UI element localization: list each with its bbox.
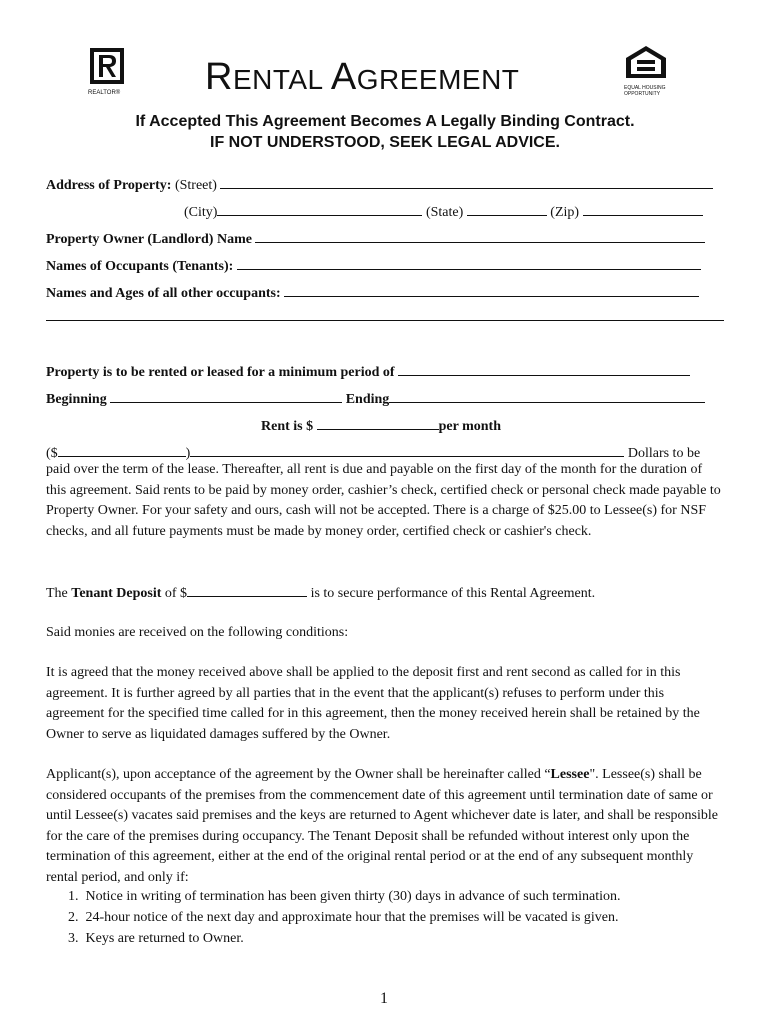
- eho-line1: EQUAL HOUSING: [624, 85, 666, 91]
- min-period-label: Property is to be rented or leased for a minimum period of: [46, 365, 395, 380]
- rent-terms-paragraph: paid over the term of the lease. Thereafter, all rent is due and payable on the first day of the month for the duration of this agreement. Said rents to be paid by money order, cashier’s check, certified check or personal check made payable to Property Owner. For your safety and ours, cash will not be accepted. There is a charge of $25.00 to Lessee(s) for NSF checks, and all future payments must be made by money order, certified check or cashier's check.: [46, 462, 721, 539]
- address-line: [46, 174, 713, 195]
- condition-3-text: Keys are returned to Owner.: [85, 931, 244, 946]
- zip-label: (Zip): [550, 205, 580, 220]
- eho-line2: OPPORTUNITY: [624, 91, 661, 97]
- condition-2: [68, 910, 619, 926]
- rent-line: [261, 415, 501, 436]
- condition-1-text: Notice in writing of termination has been given thirty (30) days in advance of such termination.: [85, 889, 621, 904]
- equal-housing-house-icon: [624, 44, 668, 80]
- title-rest-2: GREEMENT: [356, 64, 520, 95]
- city-line: [184, 201, 703, 222]
- deposit-line: [46, 582, 595, 603]
- title-cap-a: A: [330, 56, 357, 98]
- occupants-label: Names of Occupants (Tenants):: [46, 259, 234, 274]
- applicant-after: ". Lessee(s) shall be considered occupants of the premises from the commencement date of this agreement until termination date of same or until Lessee(s) vacates said premises and the keys are returned to Agent whichever date is later, and shall be responsible for the care of the premises during occupancy. The Tenant Deposit shall be refunded without interest only upon the termination of this agreement, either at the end of the original rental period or at the end of any subsequent monthly rental period, and only if:: [46, 767, 718, 885]
- rent-label: Rent is $: [261, 419, 314, 434]
- city-field[interactable]: [217, 201, 422, 216]
- beginning-field[interactable]: [110, 388, 342, 403]
- dollars-to-be: Dollars to be: [627, 446, 701, 461]
- dollar-open: ($: [46, 446, 58, 461]
- beginning-label: Beginning: [46, 392, 107, 407]
- agreed-paragraph: It is agreed that the money received above shall be applied to the deposit first and rent second as called for in this agreement. It is further agreed by all parties that in the event that the applicant(s) refuses to perform under this agreement for the specified time called for in this agreement, then the money received herein shall be retained by the Owner to serve as liquidated damages suffered by the Owner.: [46, 665, 700, 742]
- applicant-paragraph: [46, 765, 722, 888]
- owner-field[interactable]: [255, 228, 705, 243]
- deposit-suffix: is to secure performance of this Rental Agreement.: [310, 586, 596, 601]
- deposit-prefix: The: [46, 586, 68, 601]
- other-occupants-line: [46, 282, 699, 303]
- other-occupants-field[interactable]: [284, 282, 699, 297]
- deposit-bold: Tenant Deposit: [71, 586, 162, 601]
- occupants-field[interactable]: [237, 255, 701, 270]
- state-field[interactable]: [467, 201, 547, 216]
- condition-2-num: 2.: [68, 910, 79, 925]
- owner-line: [46, 228, 705, 249]
- address-label: Address of Property:: [46, 178, 172, 193]
- ending-field[interactable]: [389, 388, 705, 403]
- occupants-line: [46, 255, 701, 276]
- term-dates-line: [46, 388, 705, 409]
- rent-words-field[interactable]: [190, 442, 624, 457]
- deposit-of: of $: [164, 586, 188, 601]
- conditions-intro: Said monies are received on the following conditions:: [46, 625, 349, 640]
- page-title: [205, 56, 519, 99]
- page-number: 1: [380, 990, 388, 1007]
- min-period-field[interactable]: [398, 361, 690, 376]
- condition-3: [68, 931, 244, 947]
- subtitle-advice: IF NOT UNDERSTOOD, SEEK LEGAL ADVICE.: [210, 134, 560, 151]
- other-occupants-label: Names and Ages of all other occupants:: [46, 286, 281, 301]
- equal-housing-logo: [624, 44, 674, 96]
- rent-numeric-field[interactable]: [58, 442, 186, 457]
- city-label: (City): [184, 205, 218, 220]
- title-cap-r: R: [205, 56, 233, 98]
- owner-label: Property Owner (Landlord) Name: [46, 232, 252, 247]
- per-month-label: per month: [438, 419, 501, 434]
- state-label: (State): [425, 205, 464, 220]
- street-label: (Street): [174, 178, 217, 193]
- applicant-lessee: Lessee: [550, 767, 590, 782]
- deposit-amount-field[interactable]: [187, 582, 307, 597]
- street-field[interactable]: [220, 174, 713, 189]
- rent-amount-field[interactable]: [317, 415, 439, 430]
- subtitle-binding: If Accepted This Agreement Becomes A Legally Binding Contract.: [135, 113, 635, 130]
- zip-field[interactable]: [583, 201, 703, 216]
- other-occupants-field-2[interactable]: [46, 306, 724, 321]
- condition-2-text: 24-hour notice of the next day and approximate hour that the premises will be vacated is given.: [85, 910, 619, 925]
- dollar-close: ): [185, 446, 191, 461]
- title-rest-1: ENTAL: [232, 64, 323, 95]
- realtor-label: REALTOR®: [88, 90, 121, 96]
- ending-label: Ending: [345, 392, 390, 407]
- realtor-logo: [88, 46, 128, 96]
- condition-1-num: 1.: [68, 889, 79, 904]
- condition-3-num: 3.: [68, 931, 79, 946]
- realtor-r-icon: [88, 46, 128, 86]
- applicant-before: Applicant(s), upon acceptance of the agreement by the Owner shall be hereinafter called “: [46, 767, 551, 782]
- min-period-line: [46, 361, 690, 382]
- condition-1: [68, 889, 620, 905]
